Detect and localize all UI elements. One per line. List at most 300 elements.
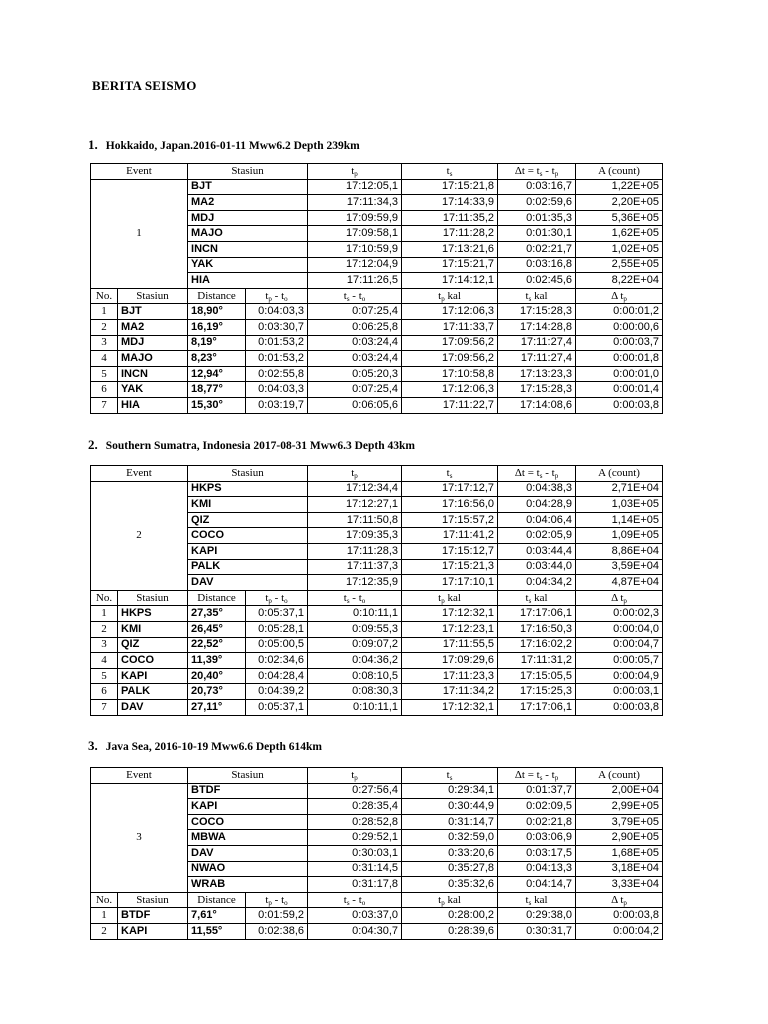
subscript: p [554,773,559,782]
ts-kal-value: 17:16:50,3 [498,621,576,637]
tp-to-value: 0:03:19,7 [246,397,308,413]
result-row [91,699,663,715]
ts-to-value: 0:04:30,7 [308,923,402,939]
delta-tp-value: 0:00:04,2 [576,923,663,939]
subscript: s [528,294,532,303]
distance-value: 12,94° [188,366,246,382]
tp-kal-value: 17:12:23,1 [402,621,498,637]
row-number: 6 [91,684,118,700]
seismic-table-3 [90,767,663,940]
delta-t-value: 0:04:34,2 [498,575,576,591]
amplitude-value: 8,86E+04 [576,543,663,559]
station-code: KAPI [188,543,308,559]
tp-to-value: 0:01:59,2 [246,908,308,924]
tp-kal-value: 0:28:00,2 [402,908,498,924]
tp-kal-value: 0:28:39,6 [402,923,498,939]
station-code: MBWA [188,830,308,846]
distance-value: 8,23° [188,351,246,367]
station-code: YAK [118,382,188,398]
header-delta-tp: Δ $t_p$ [576,590,663,606]
result-row [91,606,663,622]
header-tp-to: $t_p - t_o$ [246,892,308,908]
tp-to-value: 0:03:30,7 [246,319,308,335]
tp-kal-value: 17:12:32,1 [402,699,498,715]
station-code: PALK [118,684,188,700]
tp-value: 17:12:04,9 [308,257,402,273]
ts-to-value: 0:05:20,3 [308,366,402,382]
tp-value: 17:09:58,1 [308,226,402,242]
ts-value: 0:32:59,0 [402,830,498,846]
header-amplitude: A (count) [576,466,663,482]
header-delta-tp: Δ $t_p$ [576,892,663,908]
tp-value: 17:11:28,3 [308,543,402,559]
delta-t-value: 0:02:05,9 [498,528,576,544]
ts-value: 0:31:14,7 [402,814,498,830]
bottom-header-row [91,590,663,606]
station-code: COCO [118,653,188,669]
distance-value: 18,90° [188,304,246,320]
amplitude-value: 5,36E+05 [576,210,663,226]
tp-to-value: 0:02:55,8 [246,366,308,382]
header-tp: $t_p$ [308,164,402,180]
header-tp: $t_p$ [308,768,402,784]
subscript: p [441,294,445,303]
ts-value: 17:11:41,2 [402,528,498,544]
header-tp: $t_p$ [308,466,402,482]
tp-kal-value: 17:11:22,7 [402,397,498,413]
tp-to-value: 0:02:38,6 [246,923,308,939]
amplitude-value: 8,22E+04 [576,273,663,289]
header-stasiun: Stasiun [188,164,308,180]
station-code: MDJ [118,335,188,351]
bottom-header-row [91,892,663,908]
ts-kal-value: 0:29:38,0 [498,908,576,924]
ts-kal-value: 17:11:27,4 [498,335,576,351]
tp-kal-value: 17:11:55,5 [402,637,498,653]
tp-kal-value: 17:11:23,3 [402,668,498,684]
subscript: s [539,169,543,178]
subscript: o [361,294,366,303]
tp-value: 17:12:27,1 [308,497,402,513]
top-header-row [91,466,663,482]
header-delta-t: $\Delta t = t_s - t_p$ [498,768,576,784]
row-number: 2 [91,621,118,637]
station-code: HKPS [118,606,188,622]
station-code: WRAB [188,877,308,893]
distance-value: 8,19° [188,335,246,351]
amplitude-value: 1,09E+05 [576,528,663,544]
station-code: COCO [188,528,308,544]
delta-t-value: 0:04:38,3 [498,481,576,497]
delta-t-value: 0:04:14,7 [498,877,576,893]
amplitude-value: 3,33E+04 [576,877,663,893]
header-ts-to: $t_s - t_o$ [308,288,402,304]
station-code: DAV [118,699,188,715]
subscript: s [528,898,532,907]
result-row [91,335,663,351]
amplitude-value: 4,87E+04 [576,575,663,591]
subscript: s [539,773,543,782]
header-event: Event [91,466,188,482]
ts-value: 17:17:10,1 [402,575,498,591]
ts-value: 0:30:44,9 [402,799,498,815]
result-row [91,637,663,653]
header-no: No. [91,288,118,304]
subscript: p [354,773,358,782]
tp-value: 17:09:59,9 [308,210,402,226]
delta-t-value: 0:01:37,7 [498,783,576,799]
subscript: p [268,596,272,605]
station-code: NWAO [188,861,308,877]
distance-value: 27,35° [188,606,246,622]
result-row [91,684,663,700]
header-no: No. [91,892,118,908]
ts-to-value: 0:08:30,3 [308,684,402,700]
delta-tp-value: 0:00:02,3 [576,606,663,622]
subscript: p [554,169,559,178]
tp-value: 17:11:50,8 [308,512,402,528]
result-row [91,908,663,924]
station-code: KMI [118,621,188,637]
subscript: s [449,773,453,782]
delta-tp-value: 0:00:01,8 [576,351,663,367]
subscript: o [284,898,288,907]
header-stasiun: Stasiun [188,466,308,482]
ts-kal-value: 17:11:27,4 [498,351,576,367]
tp-kal-value: 17:11:33,7 [402,319,498,335]
ts-to-value: 0:06:05,6 [308,397,402,413]
ts-value: 17:15:21,3 [402,559,498,575]
event-number: 3 [91,783,188,892]
ts-kal-value: 17:14:28,8 [498,319,576,335]
station-code: MA2 [188,195,308,211]
amplitude-value: 2,99E+05 [576,799,663,815]
ts-to-value: 0:04:36,2 [308,653,402,669]
subscript: p [268,294,272,303]
station-code: MAJO [118,351,188,367]
delta-t-value: 0:02:45,6 [498,273,576,289]
header-distance: Distance [188,892,246,908]
subscript: p [268,898,272,907]
subscript: s [449,169,453,178]
delta-t-value: 0:04:28,9 [498,497,576,513]
subscript: o [361,898,366,907]
station-code: KAPI [188,799,308,815]
distance-value: 7,61° [188,908,246,924]
seismic-table-1 [90,163,663,414]
distance-value: 15,30° [188,397,246,413]
amplitude-value: 3,79E+05 [576,814,663,830]
ts-to-value: 0:03:24,4 [308,335,402,351]
subscript: p [354,471,358,480]
station-code: BJT [118,304,188,320]
section-title-3 [88,738,322,754]
tp-value: 0:31:14,5 [308,861,402,877]
row-number: 4 [91,653,118,669]
header-amplitude: A (count) [576,164,663,180]
amplitude-value: 1,14E+05 [576,512,663,528]
section-heading: Southern Sumatra, Indonesia 2017-08-31 Mww6.3 Depth 43km [105,440,415,452]
delta-t-value: 0:02:09,5 [498,799,576,815]
delta-t-value: 0:03:16,7 [498,179,576,195]
header-ts: $t_s$ [402,768,498,784]
amplitude-value: 2,20E+05 [576,195,663,211]
result-row [91,621,663,637]
section-heading: Hokkaido, Japan.2016-01-11 Mww6.2 Depth 239km [105,140,360,152]
delta-t-value: 0:03:06,9 [498,830,576,846]
seismic-table-2 [90,465,663,716]
row-number: 1 [91,908,118,924]
result-row [91,923,663,939]
subscript: o [284,596,288,605]
tp-value: 0:28:52,8 [308,814,402,830]
subscript: p [623,596,627,605]
header-ts-kal: $t_s$ kal [498,590,576,606]
delta-tp-value: 0:00:03,8 [576,908,663,924]
tp-value: 0:31:17,8 [308,877,402,893]
event-number: 2 [91,481,188,590]
header-ts-kal: $t_s$ kal [498,288,576,304]
ts-kal-value: 0:30:31,7 [498,923,576,939]
ts-to-value: 0:09:07,2 [308,637,402,653]
result-row [91,366,663,382]
header-stasiun: Stasiun [118,590,188,606]
header-no: No. [91,590,118,606]
header-delta-tp: Δ $t_p$ [576,288,663,304]
ts-value: 17:17:12,7 [402,481,498,497]
distance-value: 26,45° [188,621,246,637]
delta-tp-value: 0:00:01,2 [576,304,663,320]
subscript: s [449,471,453,480]
row-number: 2 [91,923,118,939]
tp-to-value: 0:05:28,1 [246,621,308,637]
row-number: 1 [91,606,118,622]
ts-value: 0:29:34,1 [402,783,498,799]
tp-value: 17:09:35,3 [308,528,402,544]
delta-tp-value: 0:00:01,0 [576,366,663,382]
tp-to-value: 0:04:28,4 [246,668,308,684]
delta-tp-value: 0:00:05,7 [576,653,663,669]
ts-value: 0:35:32,6 [402,877,498,893]
station-code: QIZ [188,512,308,528]
row-number: 7 [91,699,118,715]
tp-to-value: 0:04:03,3 [246,304,308,320]
tp-value: 17:11:37,3 [308,559,402,575]
station-code: INCN [188,241,308,257]
ts-to-value: 0:03:37,0 [308,908,402,924]
ts-value: 17:14:33,9 [402,195,498,211]
ts-value: 17:16:56,0 [402,497,498,513]
tp-value: 0:30:03,1 [308,845,402,861]
subscript: s [539,471,543,480]
ts-value: 17:11:35,2 [402,210,498,226]
delta-t-value: 0:04:06,4 [498,512,576,528]
station-code: BTDF [118,908,188,924]
ts-to-value: 0:09:55,3 [308,621,402,637]
top-header-row [91,768,663,784]
result-row [91,304,663,320]
header-distance: Distance [188,288,246,304]
result-row [91,397,663,413]
row-number: 3 [91,335,118,351]
ts-to-value: 0:03:24,4 [308,351,402,367]
amplitude-value: 1,22E+05 [576,179,663,195]
station-code: KAPI [118,668,188,684]
bottom-header-row [91,288,663,304]
station-row [91,179,663,195]
amplitude-value: 2,71E+04 [576,481,663,497]
row-number: 2 [91,319,118,335]
tp-value: 17:11:34,3 [308,195,402,211]
row-number: 5 [91,366,118,382]
tp-value: 17:10:59,9 [308,241,402,257]
event-number: 1 [91,179,188,288]
section-number: 3. [88,738,98,753]
ts-to-value: 0:08:10,5 [308,668,402,684]
station-code: QIZ [118,637,188,653]
row-number: 5 [91,668,118,684]
distance-value: 20,73° [188,684,246,700]
tp-kal-value: 17:09:29,6 [402,653,498,669]
subscript: p [623,898,627,907]
station-code: HIA [188,273,308,289]
station-code: COCO [188,814,308,830]
tp-value: 0:28:35,4 [308,799,402,815]
header-ts: $t_s$ [402,466,498,482]
header-tp-to: $t_p - t_o$ [246,590,308,606]
ts-value: 17:15:57,2 [402,512,498,528]
delta-t-value: 0:02:59,6 [498,195,576,211]
tp-value: 0:29:52,1 [308,830,402,846]
ts-kal-value: 17:17:06,1 [498,699,576,715]
subscript: s [346,294,350,303]
distance-value: 27,11° [188,699,246,715]
header-ts-kal: $t_s$ kal [498,892,576,908]
delta-t-value: 0:01:35,3 [498,210,576,226]
header-distance: Distance [188,590,246,606]
ts-value: 17:15:21,8 [402,179,498,195]
tp-value: 0:27:56,4 [308,783,402,799]
section-heading: Java Sea, 2016-10-19 Mww6.6 Depth 614km [105,741,323,753]
header-stasiun: Stasiun [188,768,308,784]
ts-value: 0:35:27,8 [402,861,498,877]
tp-to-value: 0:04:03,3 [246,382,308,398]
amplitude-value: 3,59E+04 [576,559,663,575]
amplitude-value: 2,55E+05 [576,257,663,273]
header-event: Event [91,768,188,784]
subscript: p [554,471,559,480]
ts-to-value: 0:06:25,8 [308,319,402,335]
ts-kal-value: 17:11:31,2 [498,653,576,669]
ts-to-value: 0:10:11,1 [308,606,402,622]
ts-to-value: 0:07:25,4 [308,382,402,398]
header-amplitude: A (count) [576,768,663,784]
result-row [91,319,663,335]
header-tp-to: $t_p - t_o$ [246,288,308,304]
subscript: o [361,596,366,605]
tp-to-value: 0:01:53,2 [246,335,308,351]
ts-kal-value: 17:14:08,6 [498,397,576,413]
ts-to-value: 0:07:25,4 [308,304,402,320]
header-event: Event [91,164,188,180]
header-tp-kal: $t_p$ kal [402,590,498,606]
station-code: BTDF [188,783,308,799]
subscript: s [346,596,350,605]
subscript: p [441,898,445,907]
result-row [91,668,663,684]
delta-tp-value: 0:00:03,8 [576,699,663,715]
ts-value: 0:33:20,6 [402,845,498,861]
station-code: YAK [188,257,308,273]
station-code: MA2 [118,319,188,335]
section-title-1 [88,137,360,153]
station-code: DAV [188,575,308,591]
result-row [91,351,663,367]
tp-to-value: 0:02:34,6 [246,653,308,669]
tp-value: 17:12:34,4 [308,481,402,497]
subscript: s [528,596,532,605]
row-number: 6 [91,382,118,398]
ts-kal-value: 17:15:28,3 [498,382,576,398]
tp-to-value: 0:05:37,1 [246,699,308,715]
station-code: HIA [118,397,188,413]
document-title: BERITA SEISMO [92,78,197,93]
delta-t-value: 0:03:44,4 [498,543,576,559]
ts-kal-value: 17:15:28,3 [498,304,576,320]
delta-tp-value: 0:00:03,7 [576,335,663,351]
delta-t-value: 0:04:13,3 [498,861,576,877]
amplitude-value: 1,62E+05 [576,226,663,242]
station-row [91,481,663,497]
station-code: BJT [188,179,308,195]
tp-value: 17:12:05,1 [308,179,402,195]
subscript: p [623,294,627,303]
station-code: MDJ [188,210,308,226]
subscript: p [441,596,445,605]
delta-tp-value: 0:00:03,1 [576,684,663,700]
ts-value: 17:15:21,7 [402,257,498,273]
tp-kal-value: 17:12:06,3 [402,304,498,320]
delta-tp-value: 0:00:04,9 [576,668,663,684]
delta-t-value: 0:03:17,5 [498,845,576,861]
header-ts-to: $t_s - t_o$ [308,892,402,908]
ts-value: 17:13:21,6 [402,241,498,257]
distance-value: 11,39° [188,653,246,669]
tp-kal-value: 17:09:56,2 [402,335,498,351]
amplitude-value: 1,03E+05 [576,497,663,513]
tp-to-value: 0:05:37,1 [246,606,308,622]
top-header-row [91,164,663,180]
section-number: 1. [88,137,98,152]
result-row [91,653,663,669]
row-number: 1 [91,304,118,320]
tp-kal-value: 17:11:34,2 [402,684,498,700]
header-ts: $t_s$ [402,164,498,180]
subscript: s [346,898,350,907]
subscript: o [284,294,288,303]
delta-tp-value: 0:00:00,6 [576,319,663,335]
header-stasiun: Stasiun [118,892,188,908]
delta-tp-value: 0:00:01,4 [576,382,663,398]
distance-value: 20,40° [188,668,246,684]
ts-kal-value: 17:17:06,1 [498,606,576,622]
delta-t-value: 0:01:30,1 [498,226,576,242]
distance-value: 11,55° [188,923,246,939]
station-code: HKPS [188,481,308,497]
ts-kal-value: 17:15:05,5 [498,668,576,684]
ts-kal-value: 17:15:25,3 [498,684,576,700]
amplitude-value: 2,00E+04 [576,783,663,799]
